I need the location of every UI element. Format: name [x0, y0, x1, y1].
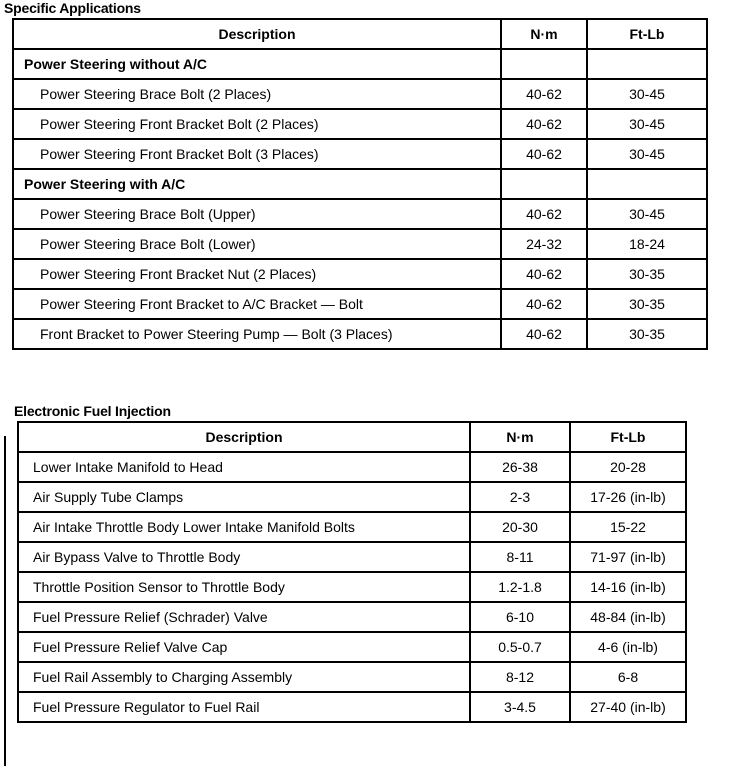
row-nm: 40-62 — [501, 319, 587, 349]
row-nm: 0.5-0.7 — [470, 632, 570, 662]
row-ftlb: 14-16 (in-lb) — [570, 572, 686, 602]
row-ftlb: 30-45 — [587, 139, 707, 169]
row-nm: 8-11 — [470, 542, 570, 572]
row-nm: 8-12 — [470, 662, 570, 692]
table-row — [18, 482, 686, 512]
table-row — [18, 602, 686, 632]
table-header-row — [13, 19, 707, 49]
table-row — [13, 289, 707, 319]
row-description: Air Bypass Valve to Throttle Body — [18, 542, 470, 572]
row-nm: 40-62 — [501, 139, 587, 169]
row-nm: 40-62 — [501, 79, 587, 109]
column-header-nm: N·m — [501, 19, 587, 49]
row-description: Power Steering Front Bracket Bolt (3 Places) — [13, 139, 501, 169]
specific-applications-table — [12, 18, 708, 350]
row-description: Power Steering Front Bracket Bolt (2 Places) — [13, 109, 501, 139]
row-description: Fuel Pressure Relief Valve Cap — [18, 632, 470, 662]
group-row — [13, 49, 707, 79]
group-label: Power Steering without A/C — [13, 49, 501, 79]
row-description: Air Supply Tube Clamps — [18, 482, 470, 512]
table-row — [13, 139, 707, 169]
row-description: Fuel Pressure Regulator to Fuel Rail — [18, 692, 470, 722]
column-header-description: Description — [18, 422, 470, 452]
table-header-row — [18, 422, 686, 452]
row-ftlb: 30-35 — [587, 259, 707, 289]
row-description: Lower Intake Manifold to Head — [18, 452, 470, 482]
row-nm: 3-4.5 — [470, 692, 570, 722]
specific-applications-title: Specific Applications — [4, 0, 141, 16]
row-ftlb: 6-8 — [570, 662, 686, 692]
row-description: Front Bracket to Power Steering Pump — Bolt (3 Places) — [13, 319, 501, 349]
row-ftlb: 15-22 — [570, 512, 686, 542]
row-nm: 40-62 — [501, 109, 587, 139]
table-row — [18, 692, 686, 722]
table-row — [18, 632, 686, 662]
row-nm: 20-30 — [470, 512, 570, 542]
row-ftlb: 30-45 — [587, 199, 707, 229]
table-row — [18, 662, 686, 692]
row-description: Air Intake Throttle Body Lower Intake Manifold Bolts — [18, 512, 470, 542]
group-row — [13, 169, 707, 199]
table-row — [18, 512, 686, 542]
table-row — [13, 259, 707, 289]
table-row — [18, 452, 686, 482]
row-ftlb: 17-26 (in-lb) — [570, 482, 686, 512]
row-description: Power Steering Brace Bolt (Lower) — [13, 229, 501, 259]
row-description: Fuel Rail Assembly to Charging Assembly — [18, 662, 470, 692]
column-header-ftlb: Ft-Lb — [587, 19, 707, 49]
row-description: Power Steering Front Bracket to A/C Bracket — Bolt — [13, 289, 501, 319]
table-row — [13, 229, 707, 259]
row-nm: 1.2-1.8 — [470, 572, 570, 602]
row-nm: 40-62 — [501, 259, 587, 289]
row-ftlb: 30-45 — [587, 79, 707, 109]
row-description: Power Steering Brace Bolt (2 Places) — [13, 79, 501, 109]
table-row — [18, 572, 686, 602]
table-row — [18, 542, 686, 572]
row-description: Throttle Position Sensor to Throttle Body — [18, 572, 470, 602]
table-row — [13, 199, 707, 229]
row-nm: 2-3 — [470, 482, 570, 512]
table-row — [13, 79, 707, 109]
column-header-nm: N·m — [470, 422, 570, 452]
row-ftlb: 20-28 — [570, 452, 686, 482]
table-row — [13, 319, 707, 349]
group-label: Power Steering with A/C — [13, 169, 501, 199]
row-nm: 40-62 — [501, 289, 587, 319]
row-nm: 6-10 — [470, 602, 570, 632]
row-nm: 40-62 — [501, 199, 587, 229]
row-ftlb: 71-97 (in-lb) — [570, 542, 686, 572]
row-nm: 26-38 — [470, 452, 570, 482]
efi-table — [17, 421, 687, 723]
efi-title: Electronic Fuel Injection — [14, 403, 171, 419]
row-description: Fuel Pressure Relief (Schrader) Valve — [18, 602, 470, 632]
row-description: Power Steering Brace Bolt (Upper) — [13, 199, 501, 229]
row-ftlb: 4-6 (in-lb) — [570, 632, 686, 662]
row-ftlb: 18-24 — [587, 229, 707, 259]
row-nm: 24-32 — [501, 229, 587, 259]
row-ftlb: 30-35 — [587, 289, 707, 319]
row-ftlb: 27-40 (in-lb) — [570, 692, 686, 722]
row-ftlb: 48-84 (in-lb) — [570, 602, 686, 632]
margin-rule — [4, 436, 6, 766]
column-header-description: Description — [13, 19, 501, 49]
column-header-ftlb: Ft-Lb — [570, 422, 686, 452]
table-row — [13, 109, 707, 139]
row-ftlb: 30-45 — [587, 109, 707, 139]
row-description: Power Steering Front Bracket Nut (2 Places) — [13, 259, 501, 289]
row-ftlb: 30-35 — [587, 319, 707, 349]
